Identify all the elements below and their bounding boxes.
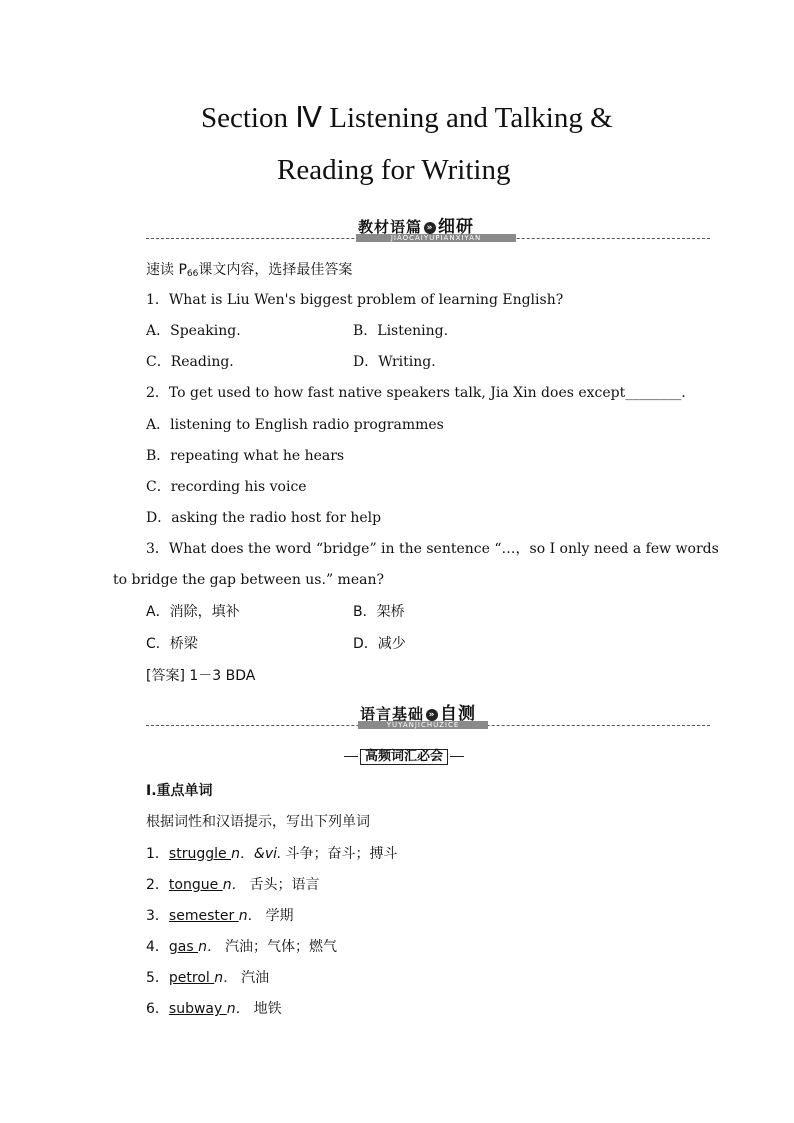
- instruction-suffix: 课文内容，选择最佳答案: [198, 262, 353, 278]
- section-banner-language: [146, 699, 710, 729]
- subheading-box: 高频词汇必会: [360, 749, 448, 765]
- subheading-rule-left: [344, 756, 358, 757]
- arrow-right-icon: »: [424, 222, 436, 234]
- question-2-option-c: C．recording his voice: [146, 479, 307, 495]
- vocab-meaning: 汽油: [241, 970, 270, 986]
- vocab-number: 2．: [146, 877, 169, 893]
- vocab-part-of-speech: n．: [226, 1001, 250, 1017]
- question-1-option-c: C．Reading.: [146, 354, 234, 370]
- vocab-word: tongue: [168, 877, 223, 893]
- vocab-number: 4．: [146, 939, 169, 955]
- vocab-number: 6．: [146, 1001, 169, 1017]
- vocab-item: [146, 843, 397, 863]
- question-3-stem-line2: to bridge the gap between us.” mean?: [113, 572, 384, 588]
- vocab-number: 1．: [146, 846, 169, 862]
- subheading-rule-right: [450, 756, 464, 757]
- question-3-option-c: C．桥梁: [146, 636, 198, 652]
- question-3-option-b: B．架桥: [353, 604, 405, 620]
- banner-title: [358, 212, 474, 237]
- instruction-prefix: 速读 P: [146, 262, 187, 278]
- vocab-word: subway: [168, 1001, 227, 1017]
- question-1-option-b: B．Listening.: [353, 323, 449, 339]
- vocab-word: gas: [168, 939, 199, 955]
- vocab-item: [146, 874, 320, 894]
- question-3-option-d: D．减少: [353, 636, 406, 652]
- banner-pinyin: JIAOCAIYUPIANXIYAN: [356, 234, 516, 242]
- vocab-number: 3．: [146, 908, 169, 924]
- vocab-meaning: 汽油；气体；燃气: [225, 939, 338, 955]
- banner-emphasis: 自测: [440, 704, 477, 724]
- question-2-stem: [146, 384, 686, 402]
- vocab-number: 5．: [146, 970, 169, 986]
- question-2-option-d: D．asking the radio host for help: [146, 510, 382, 526]
- vocab-word: struggle: [168, 846, 232, 862]
- vocab-item: [146, 967, 269, 987]
- vocab-part-of-speech: n．: [214, 970, 238, 986]
- section-banner-textbook: [146, 212, 710, 242]
- question-2-option-a: A．listening to English radio programmes: [146, 417, 444, 433]
- answer-key: [答案] 1－3 BDA: [146, 668, 256, 684]
- vocab-part-of-speech: n．&vi.: [231, 846, 282, 862]
- question-1-option-a: A．Speaking.: [146, 323, 241, 339]
- banner-text: 语言基础: [360, 705, 425, 723]
- vocab-word: petrol: [168, 970, 215, 986]
- question-3-option-a: A．消除，填补: [146, 604, 240, 620]
- instruction-page-number: 66: [186, 269, 199, 279]
- vocab-part-of-speech: n．: [198, 939, 222, 955]
- banner-pinyin: YUYANJICHUZICE: [358, 721, 488, 729]
- banner-emphasis: 细研: [438, 217, 475, 237]
- question-2-blank: ________: [625, 385, 682, 401]
- vocab-word: semester: [168, 908, 239, 924]
- vocab-subheading: [342, 749, 466, 765]
- section-heading: Ⅰ.重点单词: [146, 783, 213, 799]
- vocab-meaning: 学期: [265, 908, 294, 924]
- banner-title: [360, 699, 476, 724]
- banner-text: 教材语篇: [358, 218, 423, 236]
- question-2-text: 2．To get used to how fast native speakers talk, Jia Xin does except: [146, 385, 626, 401]
- vocab-meaning: 斗争；奋斗；搏斗: [285, 846, 398, 862]
- page-title-line1: Section Ⅳ Listening and Talking &: [201, 102, 613, 134]
- vocab-item: [146, 936, 337, 956]
- reading-instruction: [146, 259, 352, 279]
- vocab-part-of-speech: n．: [222, 877, 246, 893]
- vocab-meaning: 舌头；语言: [249, 877, 320, 893]
- question-2-option-b: B．repeating what he hears: [146, 448, 345, 464]
- vocab-item: [146, 905, 294, 925]
- question-1-option-d: D．Writing.: [353, 354, 436, 370]
- question-2-end: .: [681, 385, 686, 401]
- question-1-stem: 1．What is Liu Wen's biggest problem of learning English?: [146, 292, 564, 308]
- section-instruction: 根据词性和汉语提示，写出下列单词: [146, 814, 370, 830]
- question-3-stem-line1: 3．What does the word “bridge” in the sentence “…，so I only need a few words: [146, 541, 719, 557]
- vocab-item: [146, 998, 282, 1018]
- page-title-line2: Reading for Writing: [277, 154, 511, 186]
- vocab-meaning: 地铁: [253, 1001, 282, 1017]
- vocab-part-of-speech: n．: [238, 908, 262, 924]
- arrow-right-icon: »: [426, 709, 438, 721]
